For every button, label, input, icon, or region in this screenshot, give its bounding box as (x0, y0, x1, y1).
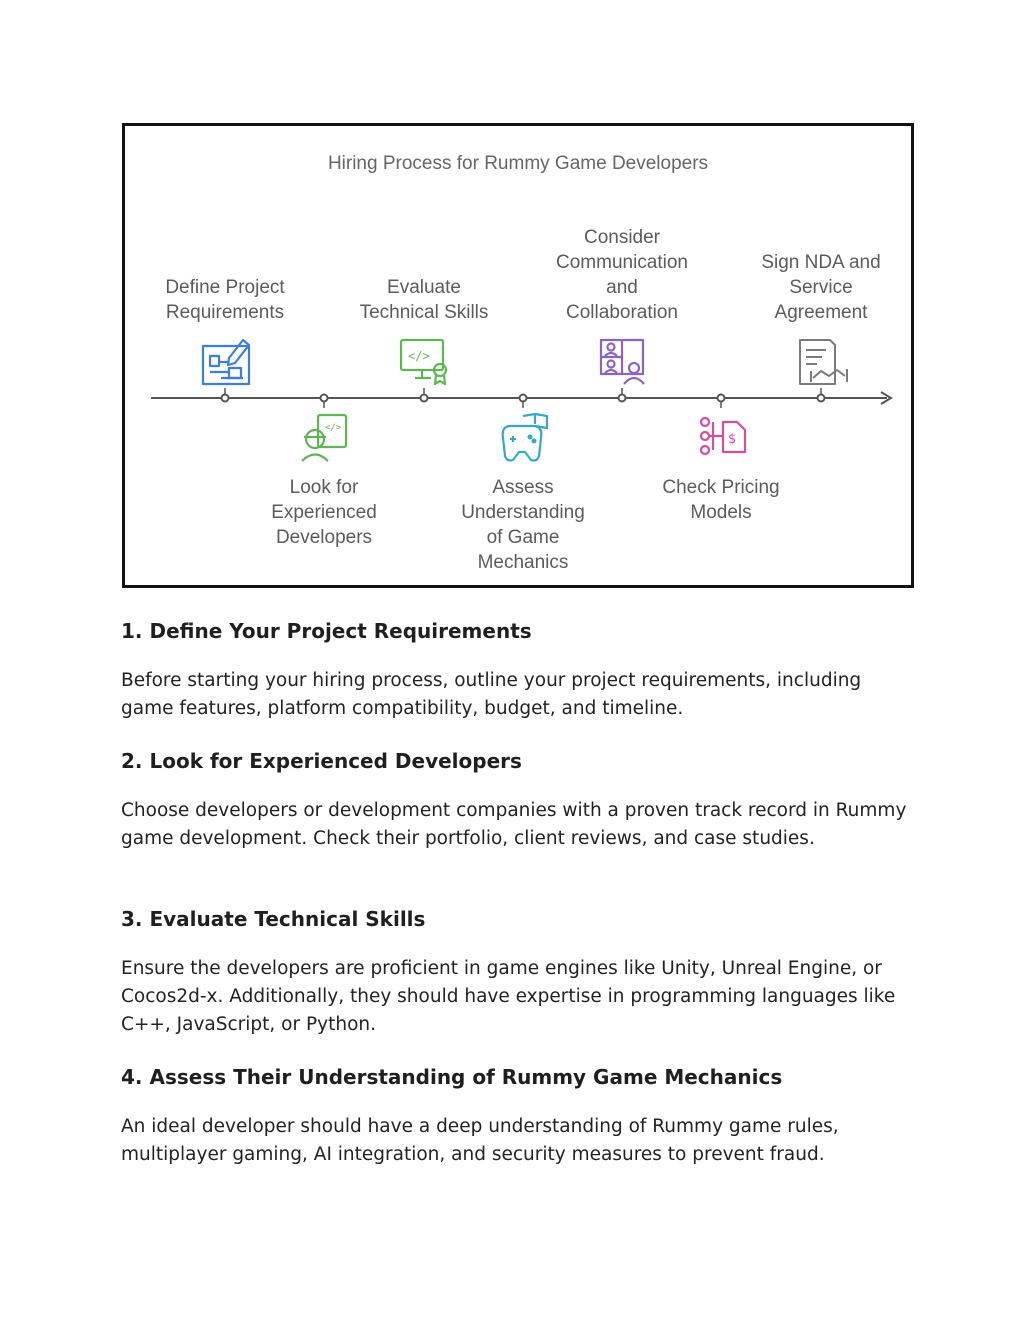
marker-2 (321, 395, 328, 402)
marker-3 (421, 395, 428, 402)
marker-1 (222, 395, 229, 402)
step-label-look: Look for Experienced Developers (271, 477, 377, 548)
process-figure (122, 123, 914, 588)
agreement-icon (800, 340, 847, 384)
gamepad-book-icon (503, 414, 547, 461)
requirements-icon (203, 340, 249, 384)
marker-6 (718, 395, 725, 402)
video-call-icon (601, 340, 644, 384)
pricing-icon (701, 418, 745, 454)
section-heading-3: 3. Evaluate Technical Skills (121, 907, 426, 931)
marker-5 (619, 395, 626, 402)
code-monitor-icon (401, 340, 446, 384)
step-label-assess: Assess Understanding of Game Mechanics (461, 477, 585, 573)
marker-4 (520, 395, 527, 402)
section-body-3: Ensure the developers are proficient in game engines like Unity, Unreal Engine, or Cocos2d-x. Additionally, they should have expertise in programming languages like C++, JavaScript, or Python. (121, 958, 896, 1035)
marker-7 (818, 395, 825, 402)
section-body-2: Choose developers or development companies with a proven track record in Rummy game development. Check their portfolio, client reviews, and case studies. (121, 800, 907, 849)
svg-text:</>: </> (325, 423, 342, 433)
step-label-evaluate: Evaluate Technical Skills (359, 277, 489, 323)
step-label-pricing: Check Pricing Models (662, 477, 780, 523)
section-body-4: An ideal developer should have a deep understanding of Rummy game rules, multiplayer gaming, AI integration, and security measures to prevent fraud. (121, 1116, 839, 1165)
section-heading-2: 2. Look for Experienced Developers (121, 749, 522, 773)
step-label-sign: Sign NDA and Service Agreement (761, 252, 881, 323)
step-label-define: Define Project Requirements (165, 277, 285, 323)
svg-text:</>: </> (408, 349, 430, 363)
section-heading-1: 1. Define Your Project Requirements (121, 619, 532, 643)
section-heading-4: 4. Assess Their Understanding of Rummy Game Mechanics (121, 1065, 783, 1089)
developer-icon (302, 415, 346, 461)
figure-title: Hiring Process for Rummy Game Developers (327, 153, 709, 174)
step-label-consider: Consider Communication and Collaboration (556, 227, 688, 323)
section-body-1: Before starting your hiring process, outline your project requirements, including game features, platform compatibility, budget, and timeline. (121, 670, 862, 719)
svg-text:$: $ (728, 432, 737, 447)
